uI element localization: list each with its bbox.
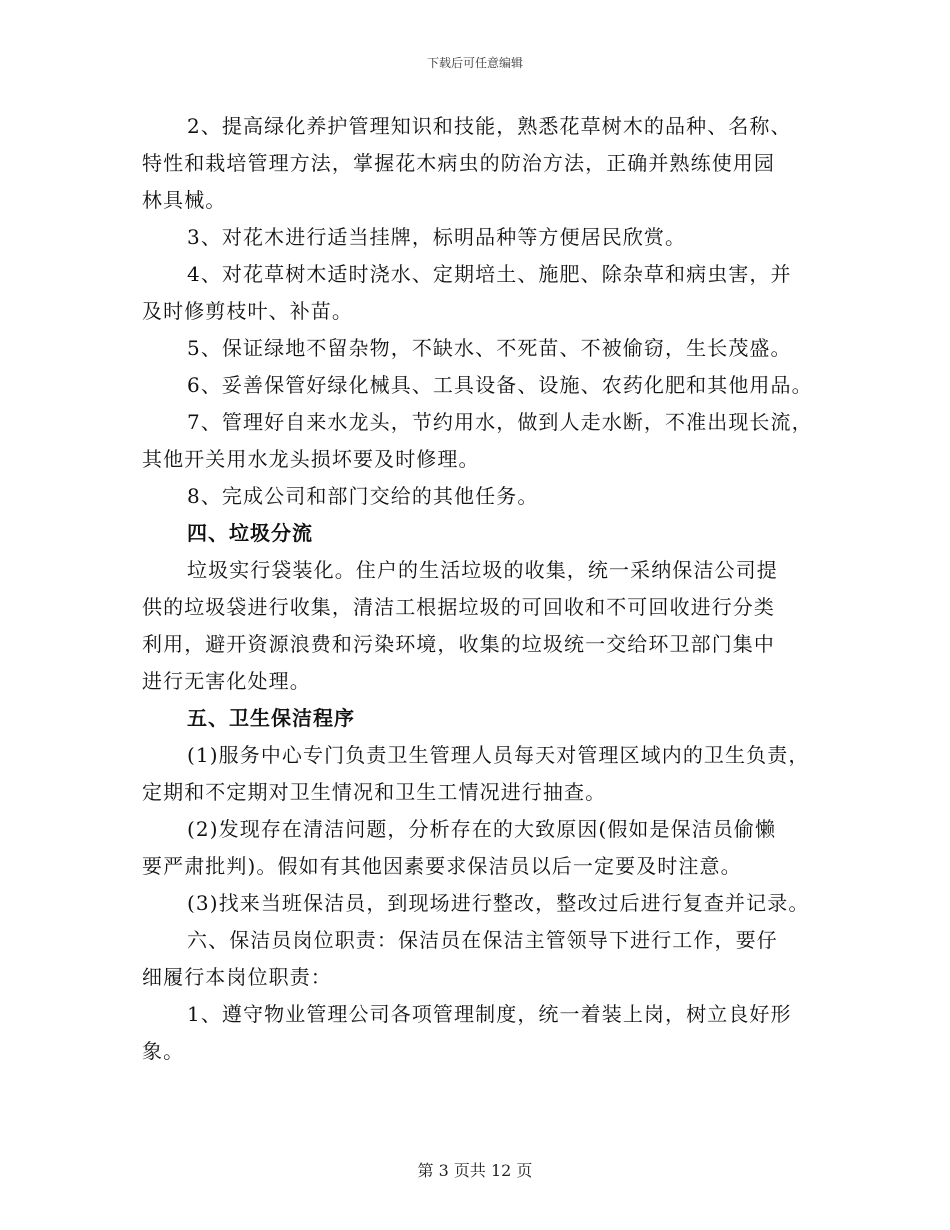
text-line: 林具械。 <box>142 188 227 212</box>
text-line: 3、对花木进行适当挂牌，标明品种等方便居民欣赏。 <box>187 225 687 249</box>
text-line: 1、遵守物业管理公司各项管理制度，统一着装上岗，树立良好形 <box>187 1002 792 1026</box>
text-line: 8、完成公司和部门交给的其他任务。 <box>187 484 539 508</box>
text-line: 要严肃批判)。假如有其他因素要求保洁员以后一定要及时注意。 <box>142 854 742 878</box>
text-line: 细履行本岗位职责： <box>142 965 332 989</box>
text-line: 垃圾实行袋装化。住户的生活垃圾的收集，统一采纳保洁公司提 <box>187 558 778 582</box>
text-line: (1)服务中心专门负责卫生管理人员每天对管理区域内的卫生负责， <box>187 743 810 767</box>
section-heading: 五、卫生保洁程序 <box>187 706 355 730</box>
page-footer: 第 3 页共 12 页 <box>417 1161 533 1180</box>
text-line: 供的垃圾袋进行收集，清洁工根据垃圾的可回收和不可回收进行分类 <box>142 595 775 619</box>
text-line: 7、管理好自来水龙头，节约用水，做到人走水断，不准出现长流， <box>187 410 813 434</box>
document-body <box>142 108 832 1070</box>
text-line: (3)找来当班保洁员，到现场进行整改，整改过后进行复查并记录。 <box>187 891 810 915</box>
text-line: 定期和不定期对卫生情况和卫生工情况进行抽查。 <box>142 780 607 804</box>
text-line: 利用，避开资源浪费和污染环境，收集的垃圾统一交给环卫部门集中 <box>142 632 775 656</box>
text-line: 2、提高绿化养护管理知识和技能，熟悉花草树木的品种、名称、 <box>187 114 792 138</box>
text-line: 5、保证绿地不留杂物，不缺水、不死苗、不被偷窃，生长茂盛。 <box>187 336 792 360</box>
section-heading: 四、垃圾分流 <box>187 521 313 545</box>
text-line: 进行无害化处理。 <box>142 669 311 693</box>
text-line: 4、对花草树木适时浇水、定期培土、施肥、除杂草和病虫害，并 <box>187 262 792 286</box>
text-line: (2)发现存在清洁问题，分析存在的大致原因(假如是保洁员偷懒 <box>187 817 777 841</box>
page-header: 下载后可任意编辑 <box>426 56 523 70</box>
text-line: 其他开关用水龙头损坏要及时修理。 <box>142 447 480 471</box>
text-line: 6、妥善保管好绿化械具、工具设备、设施、农药化肥和其他用品。 <box>187 373 813 397</box>
text-line: 六、保洁员岗位职责：保洁员在保洁主管领导下进行工作，要仔 <box>187 928 778 952</box>
text-line: 及时修剪枝叶、补苗。 <box>142 299 353 323</box>
text-line: 特性和栽培管理方法，掌握花木病虫的防治方法，正确并熟练使用园 <box>142 151 775 175</box>
text-line: 象。 <box>142 1039 185 1063</box>
